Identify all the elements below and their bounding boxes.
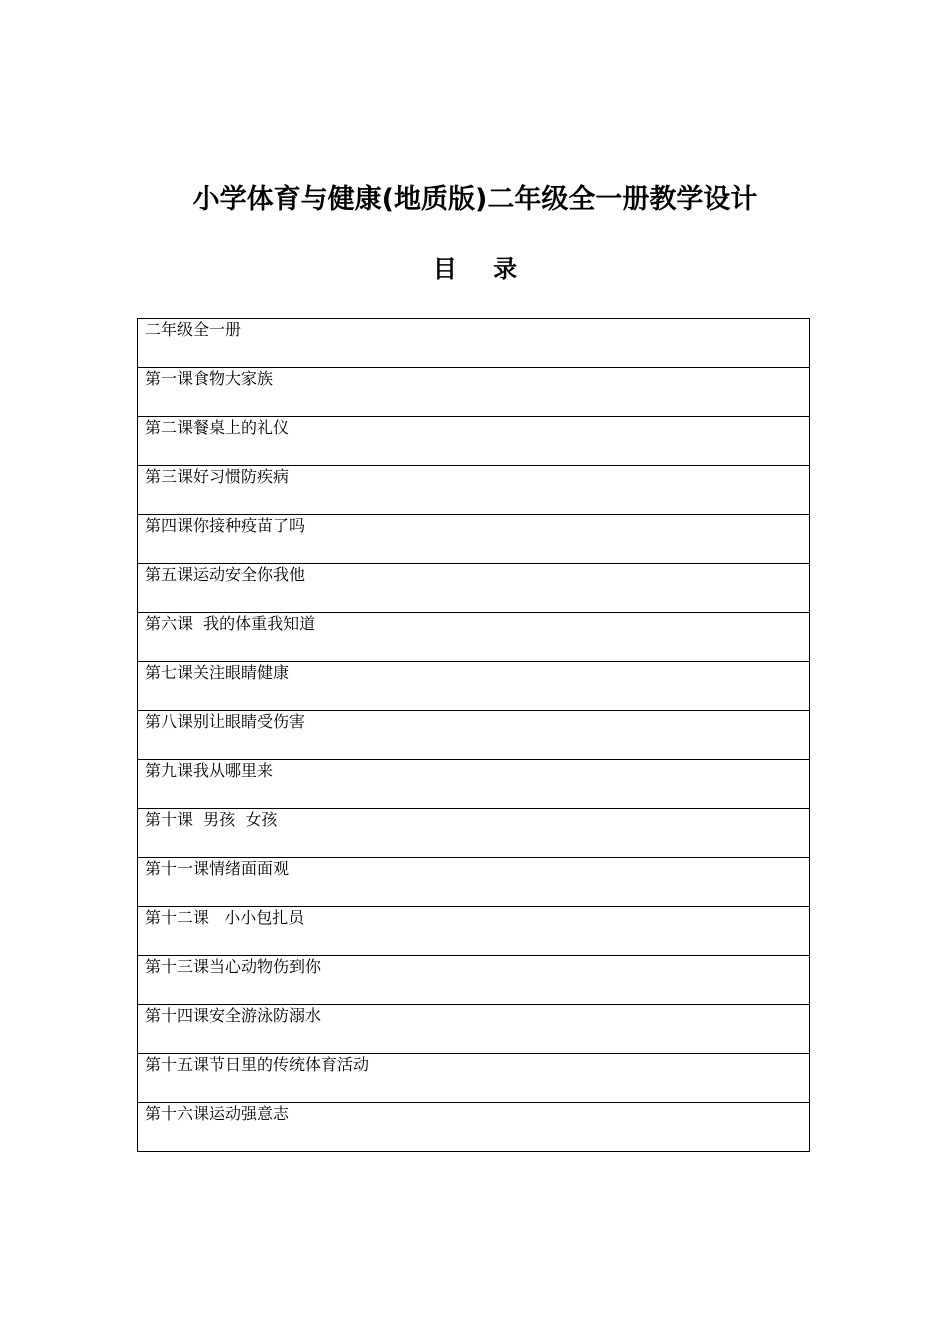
toc-row [138,662,810,711]
toc-row [138,907,810,956]
toc-row [138,858,810,907]
toc-entry: 第十五课节日里的传统体育活动 [138,1054,810,1103]
toc-entry: 第九课我从哪里来 [138,760,810,809]
toc-entry: 第五课运动安全你我他 [138,564,810,613]
toc-entry: 第十四课安全游泳防溺水 [138,1005,810,1054]
toc-row [138,809,810,858]
document-title: 小学体育与健康(地质版)二年级全一册教学设计 [192,184,758,215]
toc-entry: 第十三课当心动物伤到你 [138,956,810,1005]
toc-table [137,318,810,1152]
toc-entry: 第一课食物大家族 [138,368,810,417]
toc-entry: 第三课好习惯防疾病 [138,466,810,515]
toc-row [138,613,810,662]
toc-row [138,368,810,417]
toc-entry: 第八课别让眼睛受伤害 [138,711,810,760]
toc-row [138,417,810,466]
toc-entry: 第十二课 小小包扎员 [138,907,810,956]
toc-entry: 第十课 男孩 女孩 [138,809,810,858]
toc-row [138,956,810,1005]
toc-entry: 第七课关注眼睛健康 [138,662,810,711]
toc-row [138,760,810,809]
toc-entry: 第十六课运动强意志 [138,1103,810,1152]
toc-row [138,1103,810,1152]
toc-entry: 二年级全一册 [138,319,810,368]
toc-row [138,1054,810,1103]
toc-row [138,1005,810,1054]
toc-entry: 第十一课情绪面面观 [138,858,810,907]
toc-entry: 第四课你接种疫苗了吗 [138,515,810,564]
toc-entry: 第二课餐桌上的礼仪 [138,417,810,466]
toc-heading: 目 录 [432,255,532,283]
toc-row [138,466,810,515]
toc-row [138,515,810,564]
toc-row [138,711,810,760]
toc-row [138,319,810,368]
toc-row [138,564,810,613]
toc-entry: 第六课 我的体重我知道 [138,613,810,662]
